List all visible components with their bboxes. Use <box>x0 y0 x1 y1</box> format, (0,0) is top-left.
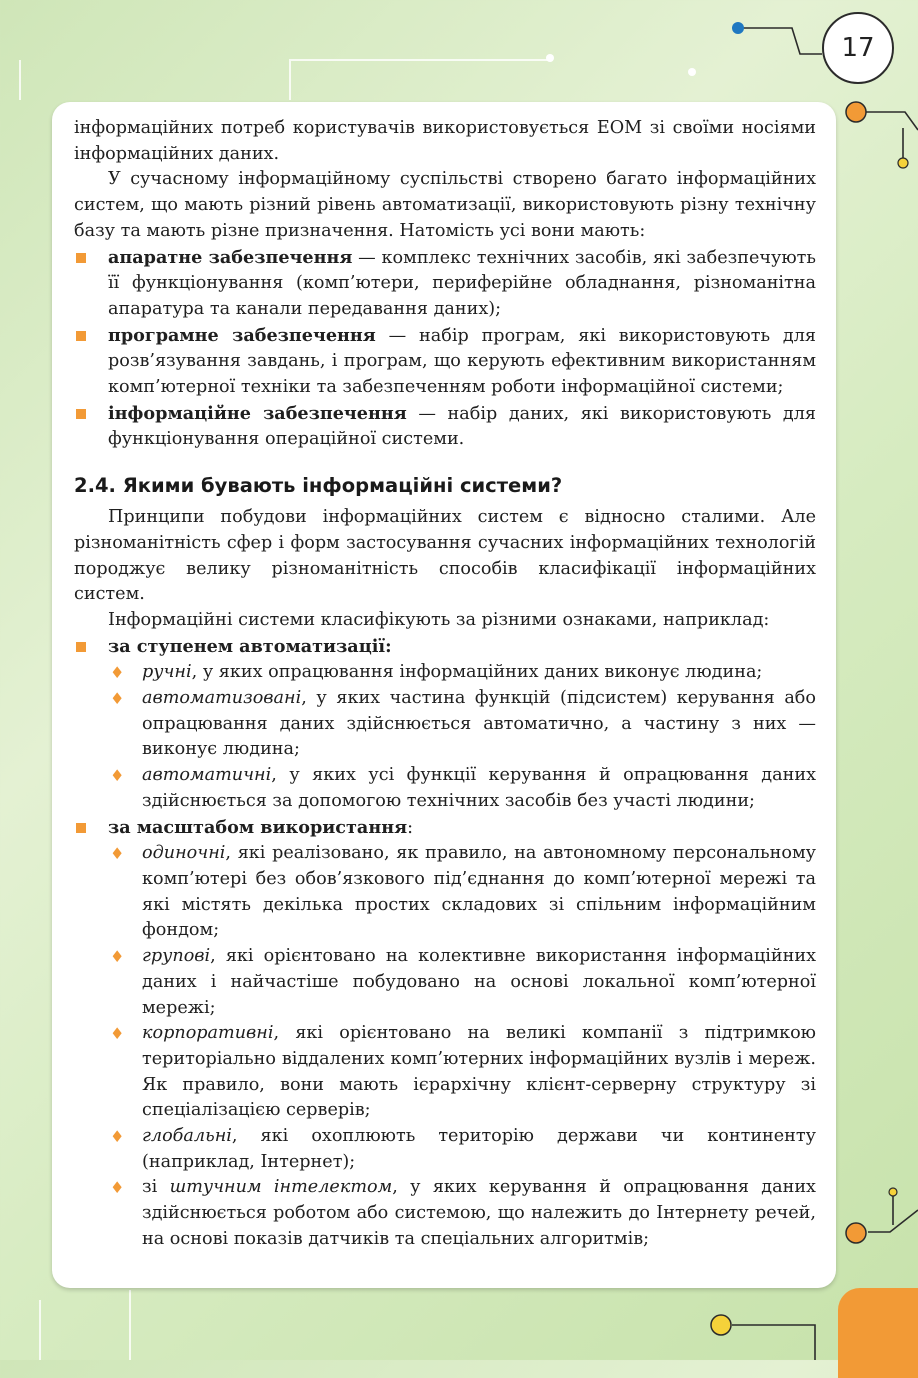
list-item <box>74 660 816 686</box>
item-text: , у яких керування й опрацювання даних здійснюється роботом або системою, що належить до Інтернету речей, на основі показів датчиків та спеціальних алгоритмів; <box>142 1177 816 1249</box>
diamond-bullet-icon: ♦ <box>110 1024 125 1044</box>
item-text: , які охоплюють територію держави чи континенту (наприклад, Інтернет); <box>142 1126 816 1172</box>
item-term: автоматизовані <box>142 688 302 709</box>
support-item <box>74 245 816 323</box>
diamond-bullet-icon: ♦ <box>110 689 125 709</box>
classification-group: за масштабом використання: <box>74 815 816 842</box>
section-heading: 2.4. Якими бувають інформаційні системи? <box>74 474 563 498</box>
diamond-bullet-icon: ♦ <box>110 1127 125 1147</box>
list-item <box>74 944 816 1021</box>
support-term: апаратне забезпечення <box>108 246 353 268</box>
list-item <box>74 1021 816 1124</box>
diamond-bullet-icon: ♦ <box>110 663 125 683</box>
item-text: , які орієнтовано на колективне використання інформаційних даних і найчастіше побудовано на основі локальної комп’ютерної мережі; <box>142 946 816 1018</box>
square-bullet-icon <box>76 331 86 341</box>
classification-group <box>74 634 816 661</box>
diamond-bullet-icon: ♦ <box>110 844 125 864</box>
diamond-bullet-icon: ♦ <box>110 1178 125 1198</box>
square-bullet-icon <box>76 409 86 419</box>
support-item <box>74 323 816 401</box>
support-text: — набір програм, які використовують для розв’язування завдань, і програм, що керують ефективним використанням комп’ютерної техніки та забезпеченням роботи інформаційної системи; <box>108 325 816 398</box>
list-item <box>74 1124 816 1175</box>
item-term: групові <box>142 946 211 967</box>
item-term: штучним інтелектом <box>169 1177 393 1198</box>
item-text: , які орієнтовано на великі компанії з підтримкою територіально віддалених комп’ютерних інформаційних вузлів і мереж. Як правило, вони мають ієрархічну клієнт-серверну структуру зі спеціалізацією серверів; <box>142 1023 816 1121</box>
list-item <box>74 841 816 944</box>
diamond-bullet-icon: ♦ <box>110 766 125 786</box>
support-term: інформаційне забезпечення <box>108 402 407 424</box>
support-item <box>74 401 816 453</box>
group-title: за ступенем автоматизації: <box>108 635 392 657</box>
square-bullet-icon <box>76 823 86 833</box>
list-item <box>74 686 816 763</box>
item-term: ручні <box>142 662 192 683</box>
intro-paragraph: У сучасному інформаційному суспільстві створено багато інформаційних систем, що мають різний рівень автоматизації, використовують різну технічну базу та мають різне призначення. Натомість усі вони мають: <box>74 169 816 241</box>
diamond-bullet-icon: ♦ <box>110 947 125 967</box>
item-term: одиночні <box>142 843 226 864</box>
square-bullet-icon <box>76 253 86 263</box>
square-bullet-icon <box>76 642 86 652</box>
support-term: програмне забезпечення <box>108 324 376 346</box>
top-paragraph: інформаційних потреб користувачів використовується ЕОМ зі своїми носіями інформаційних даних. <box>74 118 816 164</box>
corner-tab <box>838 1288 918 1378</box>
section-paragraph: Інформаційні системи класифікують за різними ознаками, наприклад: <box>108 609 770 630</box>
section-paragraph: Принципи побудови інформаційних систем є відносно сталими. Але різноманітність сфер і форм застосування сучасних інформаційних технологій породжує велику різноманітність способів класифікації інформаційних систем. <box>74 507 816 605</box>
item-text: , які реалізовано, як правило, на автономному персональному комп’ютері без обов’язкового під’єднання до комп’ютерної мережі та які містять декілька простих складових зі спільним інформаційним фондом; <box>142 843 816 941</box>
item-text: , у яких опрацювання інформаційних даних виконує людина; <box>191 662 763 683</box>
list-item: ♦ зі штучним інтелектом, у яких керування й опрацювання даних здійснюється роботом або системою, що належить до Інтернету речей, на основі показів датчиків та спеціальних алгоритмів; <box>110 1177 816 1249</box>
item-text: , у яких усі функції керування й опрацювання даних здійснюється за допомогою технічних засобів без участі людини; <box>142 765 816 811</box>
item-term: глобальні <box>142 1126 232 1147</box>
page-content <box>74 116 816 1253</box>
group-title: за масштабом використання <box>108 816 408 838</box>
page-number: 17 <box>822 12 894 84</box>
support-text: — набір даних, які використовують для функціонування операційної системи. <box>108 403 816 450</box>
support-text: — комплекс технічних засобів, які забезпечують її функціонування (комп’ютери, периферійне обладнання, різноманітна апаратура та канали передавання даних); <box>108 247 816 319</box>
item-term: корпоративні <box>142 1023 274 1044</box>
item-text: , у яких частина функцій (підсистем) керування або опрацювання даних здійснюється автоматично, а частину з них — виконує людина; <box>142 688 816 760</box>
list-item <box>74 763 816 814</box>
item-term: автоматичні <box>142 765 272 786</box>
